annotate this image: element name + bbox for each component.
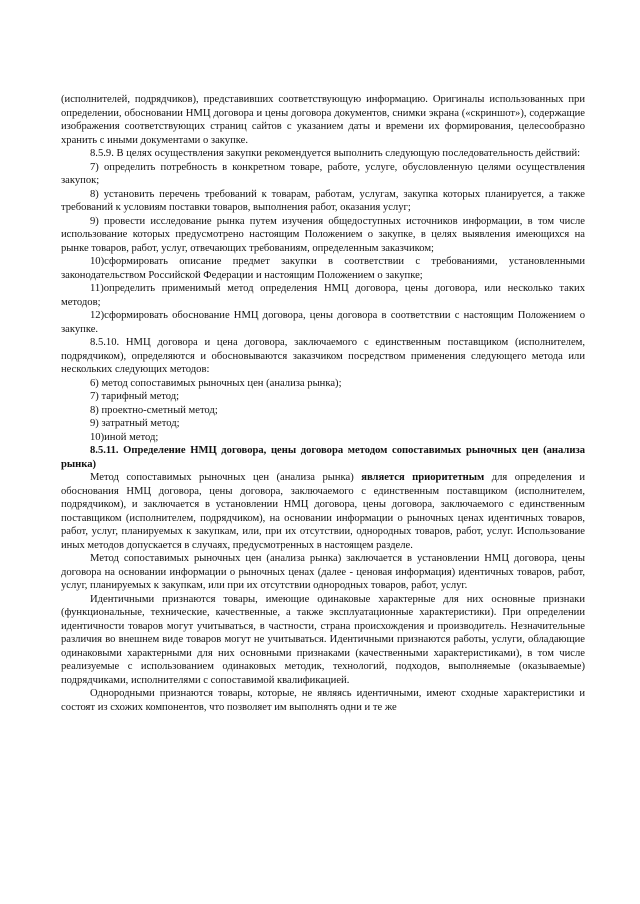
list-item: 9) затратный метод; (90, 418, 180, 429)
clause-8-5-9: 8.5.9. В целях осуществления закупки рекомендуется выполнить следующую последовательность действий: (90, 148, 581, 159)
list-item: 11)определить применимый метод определения НМЦ договора, цены договора, или несколько таких методов; (61, 283, 585, 308)
list-item: 7) тарифный метод; (90, 391, 180, 402)
text-run: Метод сопоставимых рыночных цен (анализа рынка) (90, 472, 362, 483)
section-heading-8-5-11: 8.5.11. Определение НМЦ договора, цены договора методом сопоставимых рыночных цен (анализа рынка) (61, 445, 585, 470)
list-item: 10)иной метод; (90, 431, 159, 443)
list-item: 8) установить перечень требований к товарам, работам, услугам, закупка которых планируется, а также требований к условиям поставки товаров, выполнения работ, оказания услуг; (61, 188, 585, 213)
list-item: 12)сформировать обоснование НМЦ договора, цены договора в соответствии с настоящим Положением о закупке. (61, 310, 585, 335)
paragraph: Метод сопоставимых рыночных цен (анализа рынка) заключается в установлении НМЦ договора, цены договора на основании информации о рыночных ценах (далее - ценовая информация) идентичных товаров, работ, услуг, планируемых к закупкам, или при их отсутствии однородных товаров, работ, услуг. (61, 553, 585, 591)
paragraph: (исполнителей, подрядчиков), представивших соответствующую информацию. Оригиналы использованных при определении, обосновании НМЦ договора и цены договора документов, снимки экрана («скриншот»), содержащие изображения соответствующих страниц сайтов с указанием даты и времени их формирования, целесообразно хранить с иными документами о закупке. (61, 94, 585, 146)
list-item: 6) метод сопоставимых рыночных цен (анализа рынка); (90, 377, 342, 389)
list-item: 7) определить потребность в конкретном товаре, работе, услуге, обусловленную целями осуществления закупок; (61, 161, 585, 186)
paragraph-priority-method (61, 471, 585, 552)
paragraph: Однородными признаются товары, которые, не являясь идентичными, имеют сходные характеристики и состоят из схожих компонентов, что позволяет им выполнять одни и те же (61, 688, 585, 713)
bold-text-run: является приоритетным (361, 472, 485, 483)
list-item: 8) проектно-сметный метод; (90, 404, 218, 416)
list-item: 9) провести исследование рынка путем изучения общедоступных источников информации, в том числе использование которых предусмотрено настоящим Положением о закупке, в целях выявления имеющихся на рынке товаров, работ, услуг, отвечающих требованиям, определенным заказчиком; (61, 215, 585, 254)
list-item: 10)сформировать описание предмет закупки в соответствии с требованиями, установленными законодательством Российской Федерации и настоящим Положением о закупке; (61, 256, 585, 281)
clause-8-5-10: 8.5.10. НМЦ договора и цена договора, заключаемого с единственным поставщиком (исполнителем, подрядчиком), определяются и обосновываются заказчиком посредством применения следующего метода или нескольких следующих методов: (61, 337, 585, 375)
text-run: для определения и обоснования НМЦ договора, цены договора, заключаемого с единственным поставщиком (исполнителем, подрядчиком), и заключается в установлении НМЦ договора, цены договора, заключаемого с единственным поставщиком (исполнителем, подрядчиком), на основании информации о рыночных ценах идентичных товаров, работ, услуг, планируемых к закупкам, или, при их отсутствии, однородных товаров, работ, услуг. Использование иных методов допускается в случаях, предусмотренных в настоящем разделе. (61, 472, 585, 551)
paragraph: Идентичными признаются товары, имеющие одинаковые характерные для них основные признаки (функциональные, технические, качественные, а также эксплуатационные характеристики). При определении идентичности товаров могут учитываться, в частности, страна происхождения и производитель. Незначительные различия во внешнем виде товаров могут не учитываться. Идентичными признаются работы, услуги, обладающие одинаковыми характерными для них основными признаками (качественными характеристиками), в том числе реализуемые с использованием одинаковых методик, технологий, подходов, выполняемые (оказываемые) подрядчиками, исполнителями с сопоставимой квалификацией. (61, 593, 585, 686)
